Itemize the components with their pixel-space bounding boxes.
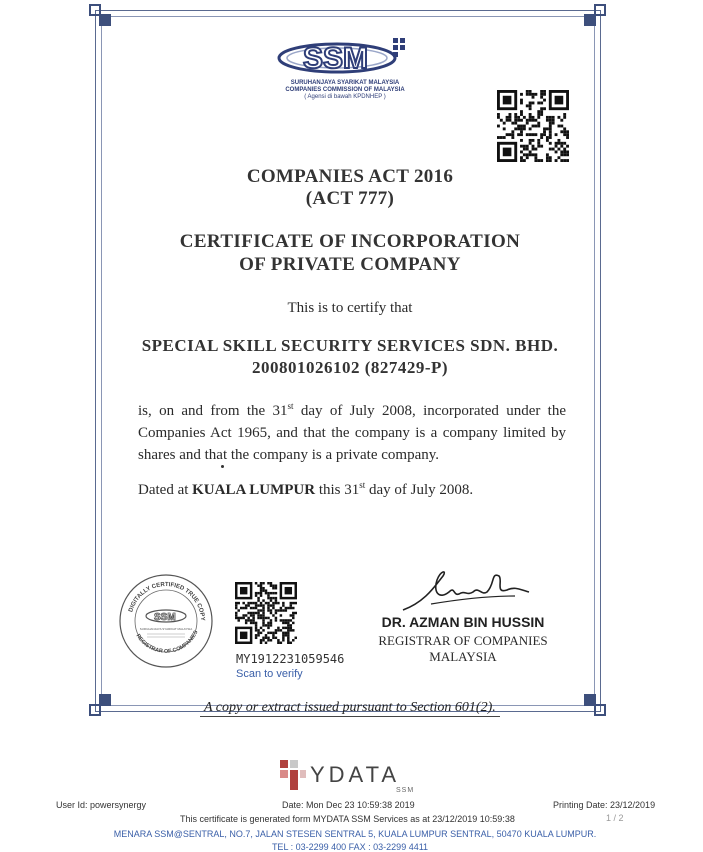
registrar-name: DR. AZMAN BIN HUSSIN <box>381 614 545 630</box>
act-number: (ACT 777) <box>305 188 395 209</box>
company-name: SPECIAL SKILL SECURITY SERVICES SDN. BHD. <box>141 336 559 355</box>
copy-note: A copy or extract issued pursuant to Section 601(2). <box>204 700 496 715</box>
company-registration: 200801026102 (827429-P) <box>251 358 449 377</box>
copy-note-underline <box>200 716 500 717</box>
mydata-logo <box>278 758 418 796</box>
registrar-title: REGISTRAR OF COMPANIES <box>378 633 548 648</box>
footer-generated-note: This certificate is generated form MYDATA SSM Services as at 23/12/2019 10:59:38 <box>180 814 515 824</box>
footer-date: Date: Mon Dec 23 10:59:38 2019 <box>282 800 415 810</box>
dated-line: Dated at KUALA LUMPUR this 31st day of July 2008. <box>138 480 474 498</box>
corner-ornament-bottom-right <box>584 694 606 716</box>
footer-contact: TEL : 03-2299 400 FAX : 03-2299 4411 <box>271 842 429 852</box>
logo-line-2: COMPANIES COMMISSION OF MALAYSIA <box>285 87 405 93</box>
footer-user-id: User Id: powersynergy <box>56 800 147 810</box>
certificate-title-line-1: CERTIFICATE OF INCORPORATION <box>179 231 521 252</box>
footer-address: MENARA SSM@SENTRAL, NO.7, JALAN STESEN SENTRAL 5, KUALA LUMPUR SENTRAL, 50470 KUALA LUMPUR. <box>113 829 597 839</box>
corner-ornament-top-left <box>89 4 111 26</box>
svg-text:REGISTRAR OF COMPANIES: REGISTRAR OF COMPANIES <box>134 629 200 655</box>
footer-page-number: 1 / 2 <box>606 813 624 823</box>
corner-ornament-top-right <box>584 4 606 26</box>
verification-code: MY1912231059546 <box>236 652 345 666</box>
certificate-title-line-2: OF PRIVATE COMPANY <box>239 254 461 275</box>
scan-to-verify-link[interactable]: Scan to verify <box>236 668 303 680</box>
incorporation-paragraph: is, on and from the 31st day of July 2008, incorporated under the Companies Act 1965, and that the company is a company limited by shares and that the company is a private company. <box>138 401 567 463</box>
logo-line-3: ( Agensi di bawah KPDNHEP ) <box>304 94 386 100</box>
svg-text:SSM: SSM <box>303 42 369 75</box>
svg-text:SSM: SSM <box>154 612 176 623</box>
corner-ornament-bottom-left <box>89 694 111 716</box>
registrar-country: MALAYSIA <box>429 649 497 664</box>
footer-printing-date: Printing Date: 23/12/2019 <box>553 800 656 810</box>
certified-true-copy-seal <box>117 572 215 670</box>
svg-text:SURUHANJAYA SYARIKAT MALAYSIA: SURUHANJAYA SYARIKAT MALAYSIA <box>139 627 193 631</box>
mydata-sub: SSM <box>396 787 415 794</box>
qr-code-verify[interactable] <box>235 582 297 644</box>
logo-line-1: SURUHANJAYA SYARIKAT MALAYSIA <box>290 80 400 86</box>
registrar-signature <box>395 566 535 618</box>
certify-text: This is to certify that <box>287 300 413 316</box>
act-title: COMPANIES ACT 2016 <box>246 166 454 187</box>
dot-mark <box>221 465 224 468</box>
mydata-brand: YDATA <box>310 762 401 787</box>
svg-text:DIGITALLY CERTIFIED TRUE COPY: DIGITALLY CERTIFIED TRUE COPY <box>128 581 206 621</box>
qr-code-top <box>497 90 569 162</box>
